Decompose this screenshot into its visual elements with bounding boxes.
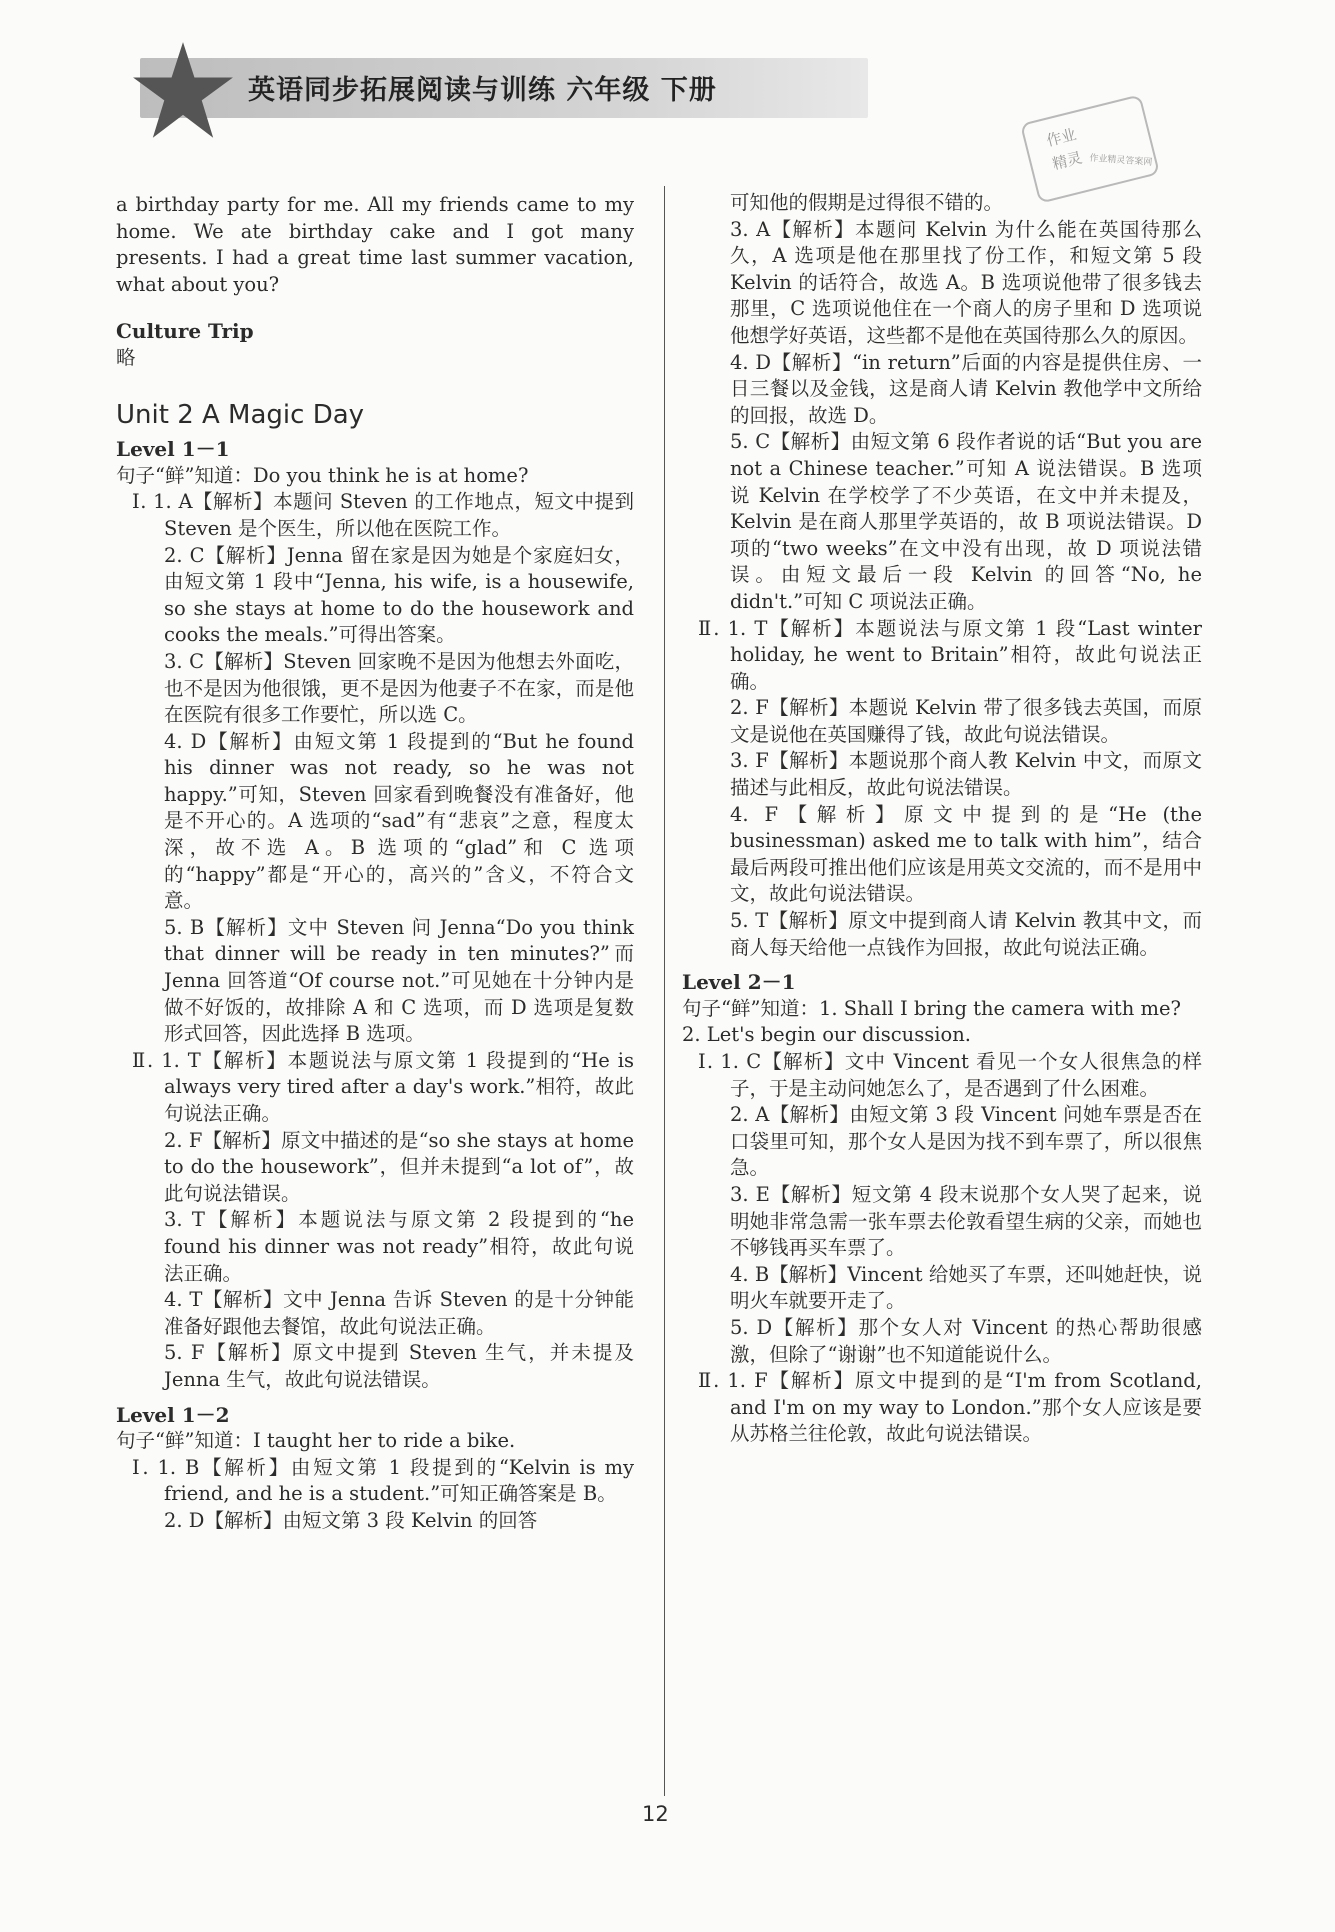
key-sentence: 句子“鲜”知道：I taught her to ride a bike. — [116, 1429, 516, 1453]
answer-item: 3. T【解析】本题说法与原文第 2 段提到的“he found his dinner was not ready”相符，故此句说法正确。 — [164, 1208, 634, 1285]
answer-item: 2. F【解析】本题说 Kelvin 带了很多钱去英国，而原文是说他在英国赚得了钱，故此句说法错误。 — [730, 696, 1202, 746]
paragraph: a birthday party for me. All my friends came to my home. We ate birthday cake and I got many presents. I had a great time last summer vacation, what about you? — [116, 193, 634, 296]
answer-item: Ⅱ. 1. T【解析】本题说法与原文第 1 段“Last winter holiday, he went to Britain”相符，故此句说法正确。 — [698, 616, 1202, 693]
watermark-stamp — [1020, 94, 1160, 204]
answer-item: 3. E【解析】短文第 4 段末说那个女人哭了起来，说明她非常急需一张车票去伦敦看望生病的父亲，而她也不够钱再买车票了。 — [730, 1182, 1202, 1260]
answer-item: 可知他的假期是过得很不错的。 — [730, 191, 1004, 214]
answer-item: 3. C【解析】Steven 回家晚不是因为他想去外面吃，也不是因为他很饿，更不是因为他妻子不在家，而是他在医院有很多工作要忙，所以选 C。 — [164, 649, 634, 727]
answer-item: 5. B【解析】文中 Steven 问 Jenna“Do you think that dinner will be ready in ten minutes?”而 Jenna 回答道“Of course not.”可见她在十分钟内是做不好饭的，故排除 A 和 C 选项，而 D 选项是复数形式回答，因此选择 B 选项。 — [164, 915, 634, 1046]
answer-item: 5. F【解析】原文中提到 Steven 生气，并未提及 Jenna 生气，故此句说法错误。 — [164, 1341, 634, 1391]
star-icon — [128, 40, 238, 144]
answer-item: Ⅰ. 1. C【解析】文中 Vincent 看见一个女人很焦急的样子，于是主动问她怎么了，是否遇到了什么困难。 — [698, 1050, 1202, 1100]
answer-item: Ⅰ. 1. A【解析】本题问 Steven 的工作地点，短文中提到 Steven 是个医生，所以他在医院工作。 — [132, 490, 634, 540]
answer-item: 4. D【解析】由短文第 1 段提到的“But he found his dinner was not ready, so he was not happy.”可知，Steven 回家看到晚餐没有准备好，他是不开心的。A 选项的“sad”有“悲哀”之意，程度太深，故不选 A。B 选项的“glad”和 C 选项的“happy”都是“开心的，高兴的”含义，不符合文意。 — [164, 729, 634, 913]
answer-item: 2. F【解析】原文中描述的是“so she stays at home to do the housework”，但并未提到“a lot of”，故此句说法错误。 — [164, 1128, 634, 1205]
page-number: 12 — [642, 1802, 669, 1826]
answer-item: Ⅱ. 1. T【解析】本题说法与原文第 1 段提到的“He is always very tired after a day's work.”相符，故此句说法正确。 — [132, 1048, 634, 1125]
answer-item: Ⅱ. 1. F【解析】原文中提到的是“I'm from Scotland, and I'm on my way to London.”那个女人应该是要从苏格兰往伦敦，故此句说法错误。 — [698, 1369, 1202, 1446]
level-heading: Level 2－1 — [682, 970, 796, 995]
book-title: 英语同步拓展阅读与训练 六年级 下册 — [248, 75, 717, 106]
answer-item: 5. T【解析】原文中提到商人请 Kelvin 教其中文，而商人每天给他一点钱作为回报，故此句说法正确。 — [730, 909, 1202, 959]
key-sentence: 句子“鲜”知道：1. Shall I bring the camera with me? — [682, 996, 1182, 1020]
answer-item: 4. D【解析】“in return”后面的内容是提供住房、一日三餐以及金钱，这是商人请 Kelvin 教他学中文所给的回报，故选 D。 — [730, 350, 1202, 427]
level-heading: Level 1－2 — [116, 1402, 230, 1427]
right-column — [682, 190, 1202, 1448]
answer-item: 3. A【解析】本题问 Kelvin 为什么能在英国待那么久，A 选项是他在那里找了份工作，和短文第 5 段 Kelvin 的话符合，故选 A。B 选项说他带了很多钱去那里，C 选项说他住在一个商人的房子里和 D 选项说他想学好英语，这些都不是他在英国待那么久的原因。 — [730, 217, 1202, 347]
key-sentence: 2. Let's begin our discussion. — [682, 1023, 971, 1047]
unit-title: Unit 2 A Magic Day — [116, 399, 365, 430]
stamp-line-3: 作业精灵答案网 — [1089, 153, 1153, 169]
answer-item: 4. F【解析】原文中提到的是“He (the businessman) asked me to talk with him”，结合最后两段可推出他们应该是用英文交流的，而不是用中文，故此句说法错误。 — [730, 802, 1202, 906]
stamp-line-2: 精灵 — [1050, 148, 1084, 174]
answer-item: 3. F【解析】本题说那个商人教 Kelvin 中文，而原文描述与此相反，故此句说法错误。 — [730, 749, 1202, 800]
answer-item: 5. C【解析】由短文第 6 段作者说的话“But you are not a Chinese teacher.”可知 A 说法错误。B 选项说 Kelvin 在学校学了不少英语，在文中并未提及，Kelvin 是在商人那里学英语的，故 B 项说法错误。D 项的“two weeks”在文中没有出现，故 D 项说法错误。由短文最后一段 Kelvin 的回答“No, he didn't.”可知 C 项说法正确。 — [730, 430, 1202, 613]
column-divider — [664, 186, 665, 1796]
level-heading: Level 1－1 — [116, 437, 230, 462]
paragraph: 略 — [116, 345, 136, 369]
section-heading: Culture Trip — [116, 319, 254, 344]
answer-item: 2. D【解析】由短文第 3 段 Kelvin 的回答 — [164, 1508, 538, 1532]
answer-item: 4. B【解析】Vincent 给她买了车票，还叫她赶快，说明火车就要开走了。 — [730, 1262, 1202, 1313]
answer-item: 2. C【解析】Jenna 留在家是因为她是个家庭妇女，由短文第 1 段中“Jenna, his wife, is a housewife, so she stays at home to do the housework and cooks the meals.”可得出答案。 — [164, 543, 634, 647]
answer-item: 5. D【解析】那个女人对 Vincent 的热心帮助很感激，但除了“谢谢”也不知道能说什么。 — [730, 1315, 1202, 1366]
answer-item: Ⅰ. 1. B【解析】由短文第 1 段提到的“Kelvin is my friend, and he is a student.”可知正确答案是 B。 — [132, 1455, 634, 1506]
answer-item: 4. T【解析】文中 Jenna 告诉 Steven 的是十分钟能准备好跟他去餐馆，故此句说法正确。 — [164, 1288, 634, 1338]
answer-item: 2. A【解析】由短文第 3 段 Vincent 问她车票是否在口袋里可知，那个女人是因为找不到车票了，所以很焦急。 — [730, 1103, 1202, 1180]
key-sentence: 句子“鲜”知道：Do you think he is at home? — [116, 463, 529, 487]
left-column — [116, 192, 634, 1535]
stamp-line-1: 作业 — [1044, 125, 1079, 150]
